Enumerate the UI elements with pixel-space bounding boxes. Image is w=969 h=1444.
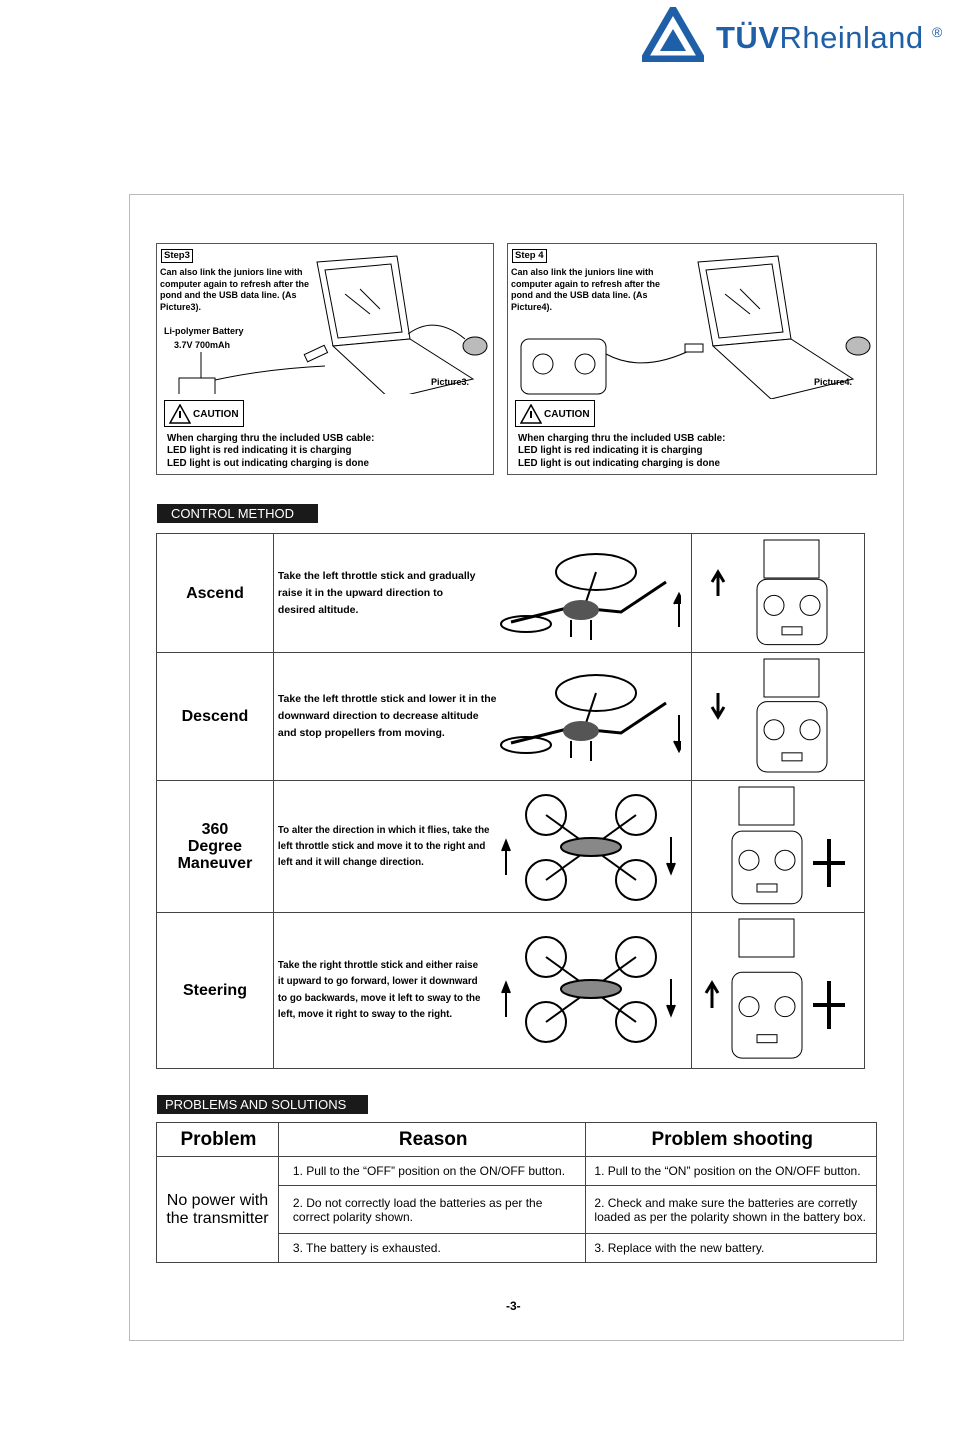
note: LED light is red indicating it is charging bbox=[167, 445, 352, 457]
quadcopter-top-illustration bbox=[501, 927, 681, 1057]
battery-spec: 3.7V 700mAh bbox=[174, 340, 231, 350]
column-header: Reason bbox=[278, 1123, 586, 1157]
control-name: Ascend bbox=[157, 534, 274, 653]
control-name: Steering bbox=[157, 913, 274, 1069]
warning-icon bbox=[520, 404, 542, 424]
drone-illustration bbox=[491, 542, 681, 647]
warning-icon bbox=[169, 404, 191, 424]
step4-box bbox=[507, 243, 877, 475]
control-desc: Take the left throttle stick and lower it in the downward direction to decrease altitude and stop propellers from moving. bbox=[273, 653, 691, 781]
problems-heading: PROBLEMS AND SOLUTIONS bbox=[157, 1095, 368, 1114]
controller-cell bbox=[692, 781, 865, 913]
control-name: Descend bbox=[157, 653, 274, 781]
picture-label: Picture4. bbox=[813, 377, 852, 387]
step-intro: Can also link the juniors line with computer again to refresh after the pond and the USB data line. (As Picture3). bbox=[160, 267, 310, 312]
battery-label: Li-polymer Battery bbox=[164, 326, 244, 336]
registered-mark: ® bbox=[932, 24, 943, 40]
note: When charging thru the included USB cable: bbox=[167, 433, 375, 444]
caution-badge: CAUTION bbox=[164, 400, 244, 427]
step-tag: Step 4 bbox=[512, 249, 547, 263]
laptop-battery-illustration bbox=[175, 254, 495, 394]
note: LED light is red indicating it is charging bbox=[518, 445, 703, 457]
control-desc: To alter the direction in which it flies, take the left throttle stick and move it to the right and left and it will change direction. bbox=[273, 781, 691, 913]
page-number: -3- bbox=[506, 1299, 521, 1313]
control-desc: Take the right throttle stick and either raise it upward to go forward, lower it downward to go backwards, move it left to sway to the left, move it right to sway to the right. bbox=[273, 913, 691, 1069]
column-header: Problem bbox=[157, 1123, 279, 1157]
controller-illustration bbox=[692, 781, 865, 913]
control-name: 360 Degree Maneuver bbox=[157, 781, 274, 913]
step-intro: Can also link the juniors line with computer again to refresh after the pond and the USB data line. (As Picture4). bbox=[511, 267, 661, 312]
step3-box bbox=[156, 243, 494, 475]
fix-cell: 1. Pull to the “ON” position on the ON/OFF button. bbox=[586, 1157, 877, 1186]
reason-cell: 1. Pull to the “OFF” position on the ON/OFF button. bbox=[278, 1157, 586, 1186]
logo-text: TÜVRheinland bbox=[716, 20, 924, 55]
picture-label: Picture3. bbox=[430, 377, 469, 387]
note: LED light is out indicating charging is done bbox=[167, 457, 369, 469]
problems-table bbox=[156, 1122, 877, 1263]
control-row bbox=[157, 653, 865, 781]
step-tag: Step3 bbox=[161, 249, 193, 263]
drone-illustration bbox=[491, 663, 681, 768]
controller-illustration bbox=[692, 653, 865, 781]
caution-badge: CAUTION bbox=[515, 400, 595, 427]
note: When charging thru the included USB cable: bbox=[518, 433, 726, 444]
control-row bbox=[157, 534, 865, 653]
controller-cell bbox=[692, 913, 865, 1069]
reason-cell: 3. The battery is exhausted. bbox=[278, 1234, 586, 1263]
fix-cell: 3. Replace with the new battery. bbox=[586, 1234, 877, 1263]
column-header: Problem shooting bbox=[586, 1123, 877, 1157]
tuv-logo-icon bbox=[642, 7, 704, 62]
problem-cell: No power with the transmitter bbox=[157, 1157, 279, 1263]
controller-illustration bbox=[692, 913, 865, 1069]
controller-illustration bbox=[692, 534, 865, 653]
control-table bbox=[156, 533, 865, 1069]
note: LED light is out indicating charging is done bbox=[518, 457, 720, 469]
table-row bbox=[157, 1157, 877, 1186]
control-desc: Take the left throttle stick and gradually raise it in the upward direction to desired altitude. bbox=[273, 534, 691, 653]
control-row bbox=[157, 781, 865, 913]
controller-cell bbox=[692, 653, 865, 781]
control-row bbox=[157, 913, 865, 1069]
fix-cell: 2. Check and make sure the batteries are corretly loaded as per the polarity shown in the battery box. bbox=[586, 1186, 877, 1234]
control-method-heading: CONTROL METHOD bbox=[157, 504, 318, 523]
quadcopter-top-illustration bbox=[501, 785, 681, 910]
reason-cell: 2. Do not correctly load the batteries as per the correct polarity shown. bbox=[278, 1186, 586, 1234]
controller-cell bbox=[692, 534, 865, 653]
